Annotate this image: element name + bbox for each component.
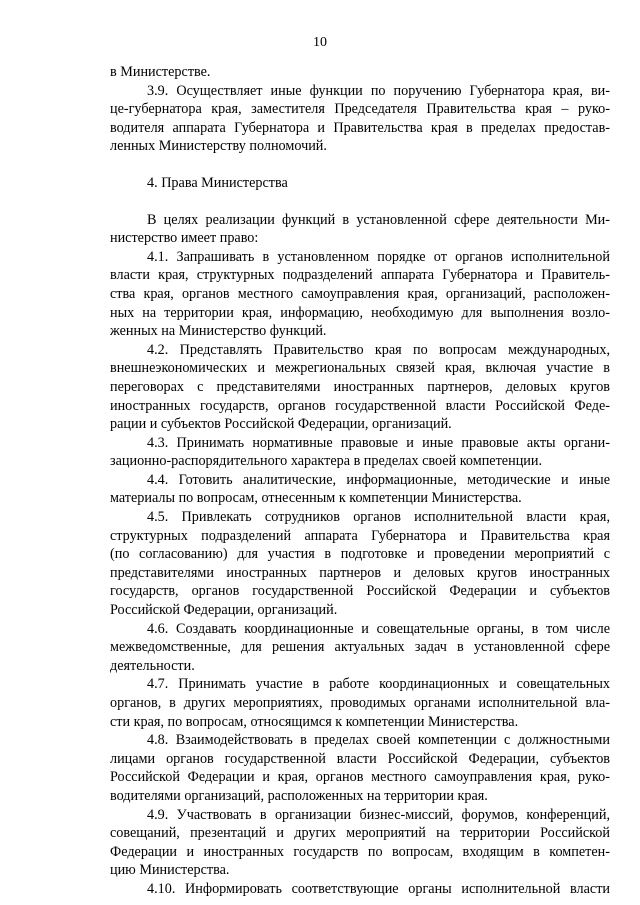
document-body bbox=[110, 63, 610, 899]
text-line: структурных подразделений аппарата Губернатора и Правительства края bbox=[110, 527, 610, 544]
text-line: 3.9. Осуществляет иные функции по поручению Губернатора края, ви- bbox=[147, 82, 610, 99]
text-line: ных на территории края, информацию, необходимую для выполнения возло- bbox=[110, 304, 610, 321]
text-line: рации и субъектов Российской Федерации, организаций. bbox=[110, 416, 452, 433]
text-line: материалы по вопросам, отнесенным к компетенции Министерства. bbox=[110, 490, 522, 507]
text-line: (по согласованию) для участия в подготовке и проведении мероприятий с bbox=[110, 546, 610, 563]
clause-4-9 bbox=[110, 806, 610, 880]
text-line: представителями иностранных партнеров и деловых кругов иностранных bbox=[110, 564, 610, 581]
text-line: 4.6. Создавать координационные и совещательные органы, в том числе bbox=[147, 620, 610, 637]
text-line: цию Министерства. bbox=[110, 862, 230, 879]
clause-4-2 bbox=[110, 341, 610, 434]
text-line: межведомственные, для решения актуальных задач в установленной сфере bbox=[110, 639, 610, 656]
intro-continuation bbox=[110, 63, 610, 82]
text-line: В целях реализации функций в установленной сфере деятельности Ми- bbox=[147, 211, 610, 228]
text-line: власти края, структурных подразделений аппарата Губернатора и Правитель- bbox=[110, 267, 610, 284]
clause-4-5 bbox=[110, 508, 610, 620]
text-line: женных на Министерство функций. bbox=[110, 323, 327, 340]
text-line: ленных Министерству полномочий. bbox=[110, 138, 327, 155]
text-line: Российской Федерации и края, органов местного самоуправления края, руко- bbox=[110, 769, 610, 786]
text-line: лицами органов государственной власти Российской Федерации, субъектов bbox=[110, 750, 610, 767]
section-4-heading bbox=[110, 174, 610, 193]
text-line: 4.7. Принимать участие в работе координационных и совещательных bbox=[147, 676, 610, 693]
text-line: зационно-распорядительного характера в пределах своей компетенции. bbox=[110, 453, 543, 470]
text-line: водителя аппарата Губернатора и Правительства края в пределах предостав- bbox=[110, 119, 610, 136]
text-line: государств, органов государственной Российской Федерации и субъектов bbox=[110, 583, 610, 600]
clause-4-1 bbox=[110, 248, 610, 341]
section-4-intro bbox=[110, 211, 610, 248]
text-line: Федерации и иностранных государств по вопросам, входящим в компетен- bbox=[110, 843, 610, 860]
paragraph-spacer bbox=[110, 156, 610, 174]
text-line: нистерство имеет право: bbox=[110, 230, 259, 247]
text-line: иностранных государств, органов государственной власти Российской Феде- bbox=[110, 397, 610, 414]
text-line: 4.4. Готовить аналитические, информационные, методические и иные bbox=[147, 471, 610, 488]
clause-4-6 bbox=[110, 620, 610, 676]
text-line: 4.9. Участвовать в организации бизнес-миссий, форумов, конференций, bbox=[147, 806, 610, 823]
text-line: сти края, по вопросам, относящимся к компетенции Министерства. bbox=[110, 713, 519, 730]
text-line: внешнеэкономических и межрегиональных связей края, включая участие в bbox=[110, 360, 610, 377]
text-line: деятельности. bbox=[110, 657, 195, 674]
text-line: водителями организаций, расположенных на территории края. bbox=[110, 787, 488, 804]
clause-4-10 bbox=[110, 880, 610, 899]
clause-4-8 bbox=[110, 731, 610, 805]
clause-4-3 bbox=[110, 434, 610, 471]
page-number: 10 bbox=[313, 35, 327, 50]
clause-4-4 bbox=[110, 471, 610, 508]
text-line: 4.10. Информировать соответствующие органы исполнительной власти bbox=[147, 880, 610, 897]
paragraph-spacer bbox=[110, 193, 610, 211]
text-line: ства края, органов местного самоуправления края, организаций, расположен- bbox=[110, 285, 610, 302]
clause-4-7 bbox=[110, 675, 610, 731]
text-line: органов, в других мероприятиях, проводимых органами исполнительной вла- bbox=[110, 695, 610, 711]
text-line: 4.1. Запрашивать в установленном порядке от органов исполнительной bbox=[147, 248, 610, 265]
text-line: совещаний, презентаций и других мероприятий на территории Российской bbox=[110, 825, 610, 842]
text-line: це-губернатора края, заместителя Председателя Правительства края – руко- bbox=[110, 101, 610, 118]
text-line: в Министерстве. bbox=[110, 64, 211, 80]
text-line: 4. Права Министерства bbox=[147, 174, 288, 191]
text-line: 4.3. Принимать нормативные правовые и иные правовые акты органи- bbox=[147, 434, 610, 451]
text-line: 4.8. Взаимодействовать в пределах своей компетенции с должностными bbox=[147, 732, 610, 749]
text-line: 4.2. Представлять Правительство края по вопросам международных, bbox=[147, 341, 610, 358]
text-line: 4.5. Привлекать сотрудников органов исполнительной власти края, bbox=[147, 509, 610, 526]
clause-3-9 bbox=[110, 82, 610, 156]
text-line: Российской Федерации, организаций. bbox=[110, 602, 338, 619]
text-line: переговорах с представителями иностранных партнеров, деловых кругов bbox=[110, 378, 610, 395]
